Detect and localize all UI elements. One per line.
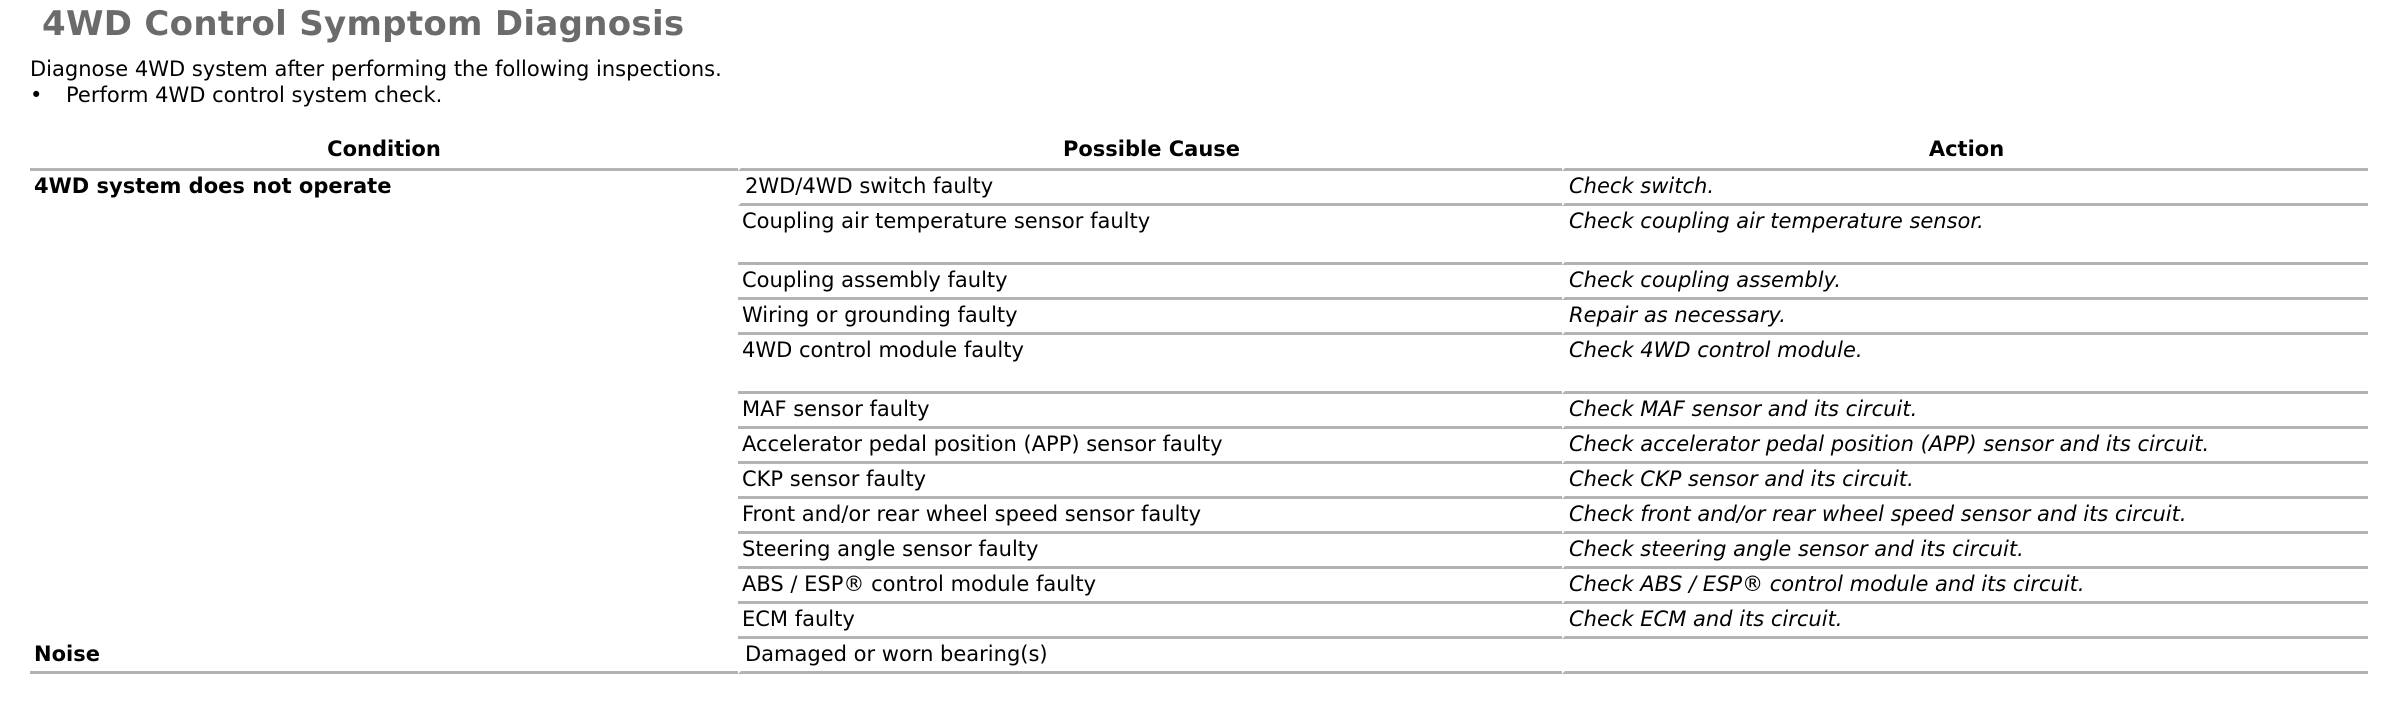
action-cell: Check ABS / ESP® control module and its circuit.	[1562, 569, 2368, 604]
cause-cell: MAF sensor faulty	[738, 394, 1562, 429]
action-cell: Check coupling assembly.	[1562, 265, 2368, 300]
cause-cell: Front and/or rear wheel speed sensor faulty	[738, 499, 1562, 534]
intro-bullet	[30, 82, 722, 108]
action-cell: Check CKP sensor and its circuit.	[1562, 464, 2368, 499]
cause-cell: CKP sensor faulty	[738, 464, 1562, 499]
action-cell: Check accelerator pedal position (APP) sensor and its circuit.	[1562, 429, 2368, 464]
cause-cell: 2WD/4WD switch faulty	[738, 171, 1562, 206]
table-row	[30, 171, 2368, 206]
cause-cell: Steering angle sensor faulty	[738, 534, 1562, 569]
cause-cell: 4WD control module faulty	[738, 335, 1562, 394]
condition-cell: Noise	[30, 639, 738, 674]
intro	[30, 56, 722, 108]
action-cell: Check steering angle sensor and its circuit.	[1562, 534, 2368, 569]
cause-cell: Coupling assembly faulty	[738, 265, 1562, 300]
table-row	[30, 639, 2368, 674]
action-cell	[1562, 639, 2368, 674]
cause-cell: Damaged or worn bearing(s)	[738, 639, 1562, 674]
action-cell: Check 4WD control module.	[1562, 335, 2368, 394]
cause-cell: Accelerator pedal position (APP) sensor faulty	[738, 429, 1562, 464]
cause-cell: ECM faulty	[738, 604, 1562, 639]
cause-cell: Wiring or grounding faulty	[738, 300, 1562, 335]
diagnosis-table	[30, 130, 2368, 674]
action-cell: Check ECM and its circuit.	[1562, 604, 2368, 639]
intro-text: Diagnose 4WD system after performing the following inspections.	[30, 57, 722, 81]
header-condition: Condition	[30, 130, 738, 171]
condition-cell: 4WD system does not operate	[34, 174, 392, 198]
header-action: Action	[1562, 130, 2368, 171]
action-cell: Check MAF sensor and its circuit.	[1562, 394, 2368, 429]
table-header-row	[30, 130, 2368, 171]
cause-cell: ABS / ESP® control module faulty	[738, 569, 1562, 604]
action-cell: Repair as necessary.	[1562, 300, 2368, 335]
action-cell: Check coupling air temperature sensor.	[1562, 206, 2368, 265]
bullet-text: Perform 4WD control system check.	[66, 83, 443, 107]
bullet-symbol: •	[30, 83, 43, 107]
header-possible-cause: Possible Cause	[738, 130, 1562, 171]
cause-cell: Coupling air temperature sensor faulty	[738, 206, 1562, 265]
page-title: 4WD Control Symptom Diagnosis	[42, 4, 685, 44]
action-cell: Check switch.	[1562, 171, 2368, 206]
action-cell: Check front and/or rear wheel speed sensor and its circuit.	[1562, 499, 2368, 534]
